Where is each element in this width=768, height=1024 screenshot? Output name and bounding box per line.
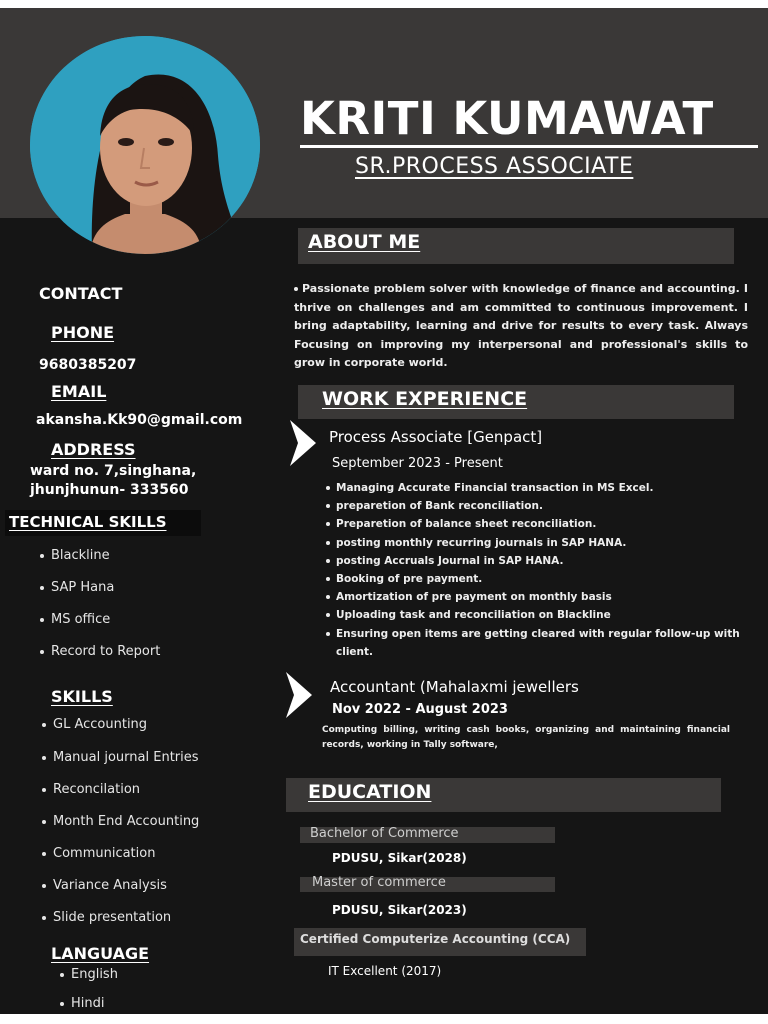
duty-item: Booking of pre payment. (326, 570, 746, 588)
candidate-name: KRITI KUMAWAT (300, 92, 714, 145)
duty-item: Amortization of pre payment on monthly basis (326, 588, 746, 606)
skill-item: Communication (42, 846, 155, 861)
language-item: English (60, 967, 118, 982)
skill-item: Month End Accounting (42, 814, 199, 829)
technical-skill-item: MS office (40, 612, 110, 627)
language-item: Hindi (60, 996, 105, 1011)
profile-photo (30, 36, 260, 254)
institution-name: PDUSU, Sikar(2023) (332, 903, 467, 917)
candidate-role: SR.PROCESS ASSOCIATE (355, 154, 634, 179)
profile-photo-graphic (30, 36, 260, 254)
job-dates: Nov 2022 - August 2023 (332, 702, 508, 717)
duty-item: Preparetion of balance sheet reconciliation. (326, 515, 746, 533)
language-heading: LANGUAGE (51, 944, 150, 963)
skill-item: Manual journal Entries (42, 750, 199, 765)
degree-name: Certified Computerize Accounting (CCA) (300, 932, 571, 946)
technical-skill-item: Blackline (40, 548, 110, 563)
job-title: Process Associate [Genpact] (329, 428, 543, 446)
duty-item: preparetion of Bank reconciliation. (326, 497, 746, 515)
address-label: ADDRESS (51, 440, 136, 459)
technical-skill-item: SAP Hana (40, 580, 114, 595)
job-duties-list (326, 479, 746, 661)
address-line-2: jhunjhunun- 333560 (30, 482, 189, 498)
institution-name: PDUSU, Sikar(2028) (332, 851, 467, 865)
skill-item: GL Accounting (42, 717, 147, 732)
about-text: Passionate problem solver with knowledge of finance and accounting. I thrive on challenges and am committed to continuous improvement. I bring adaptability, learning and drive for results to every task. Always Focusing on improving my interpersonal and professional's skills to grow in corporate world. (294, 282, 748, 369)
phone-value: 9680385207 (39, 357, 137, 373)
duty-item: Ensuring open items are getting cleared with regular follow-up with client. (326, 625, 746, 661)
job-title: Accountant (Mahalaxmi jewellers (330, 678, 579, 696)
duty-item: posting Accruals Journal in SAP HANA. (326, 552, 746, 570)
work-heading-bar (298, 385, 734, 419)
education-heading-bar (286, 778, 721, 812)
technical-skills-heading: TECHNICAL SKILLS (9, 513, 167, 531)
work-heading: WORK EXPERIENCE (322, 388, 528, 410)
institution-name: IT Excellent (2017) (328, 964, 442, 978)
email-label: EMAIL (51, 382, 107, 401)
name-underline (300, 145, 758, 148)
skill-item: Variance Analysis (42, 878, 167, 893)
about-heading-bar (298, 228, 734, 264)
skill-item: Reconcilation (42, 782, 140, 797)
chevron-right-icon (290, 420, 316, 466)
skills-heading: SKILLS (51, 687, 113, 706)
job-description: Computing billing, writing cash books, organizing and maintaining financial records, working in Tally software, (322, 725, 730, 750)
degree-name: Bachelor of Commerce (310, 826, 459, 841)
resume-page (0, 8, 768, 1014)
phone-label: PHONE (51, 323, 115, 342)
education-heading: EDUCATION (308, 781, 432, 803)
technical-skill-item: Record to Report (40, 644, 160, 659)
duty-item: Managing Accurate Financial transaction in MS Excel. (326, 479, 746, 497)
address-line-1: ward no. 7,singhana, (30, 463, 197, 479)
duty-item: posting monthly recurring journals in SAP HANA. (326, 534, 746, 552)
contact-heading: CONTACT (39, 284, 123, 303)
degree-name: Master of commerce (312, 875, 446, 890)
email-value: akansha.Kk90@gmail.com (36, 412, 243, 428)
duty-item: Uploading task and reconciliation on Blackline (326, 606, 746, 624)
chevron-right-icon (286, 672, 312, 718)
skill-item: Slide presentation (42, 910, 171, 925)
about-heading: ABOUT ME (308, 231, 421, 253)
job-dates: September 2023 - Present (332, 456, 503, 471)
